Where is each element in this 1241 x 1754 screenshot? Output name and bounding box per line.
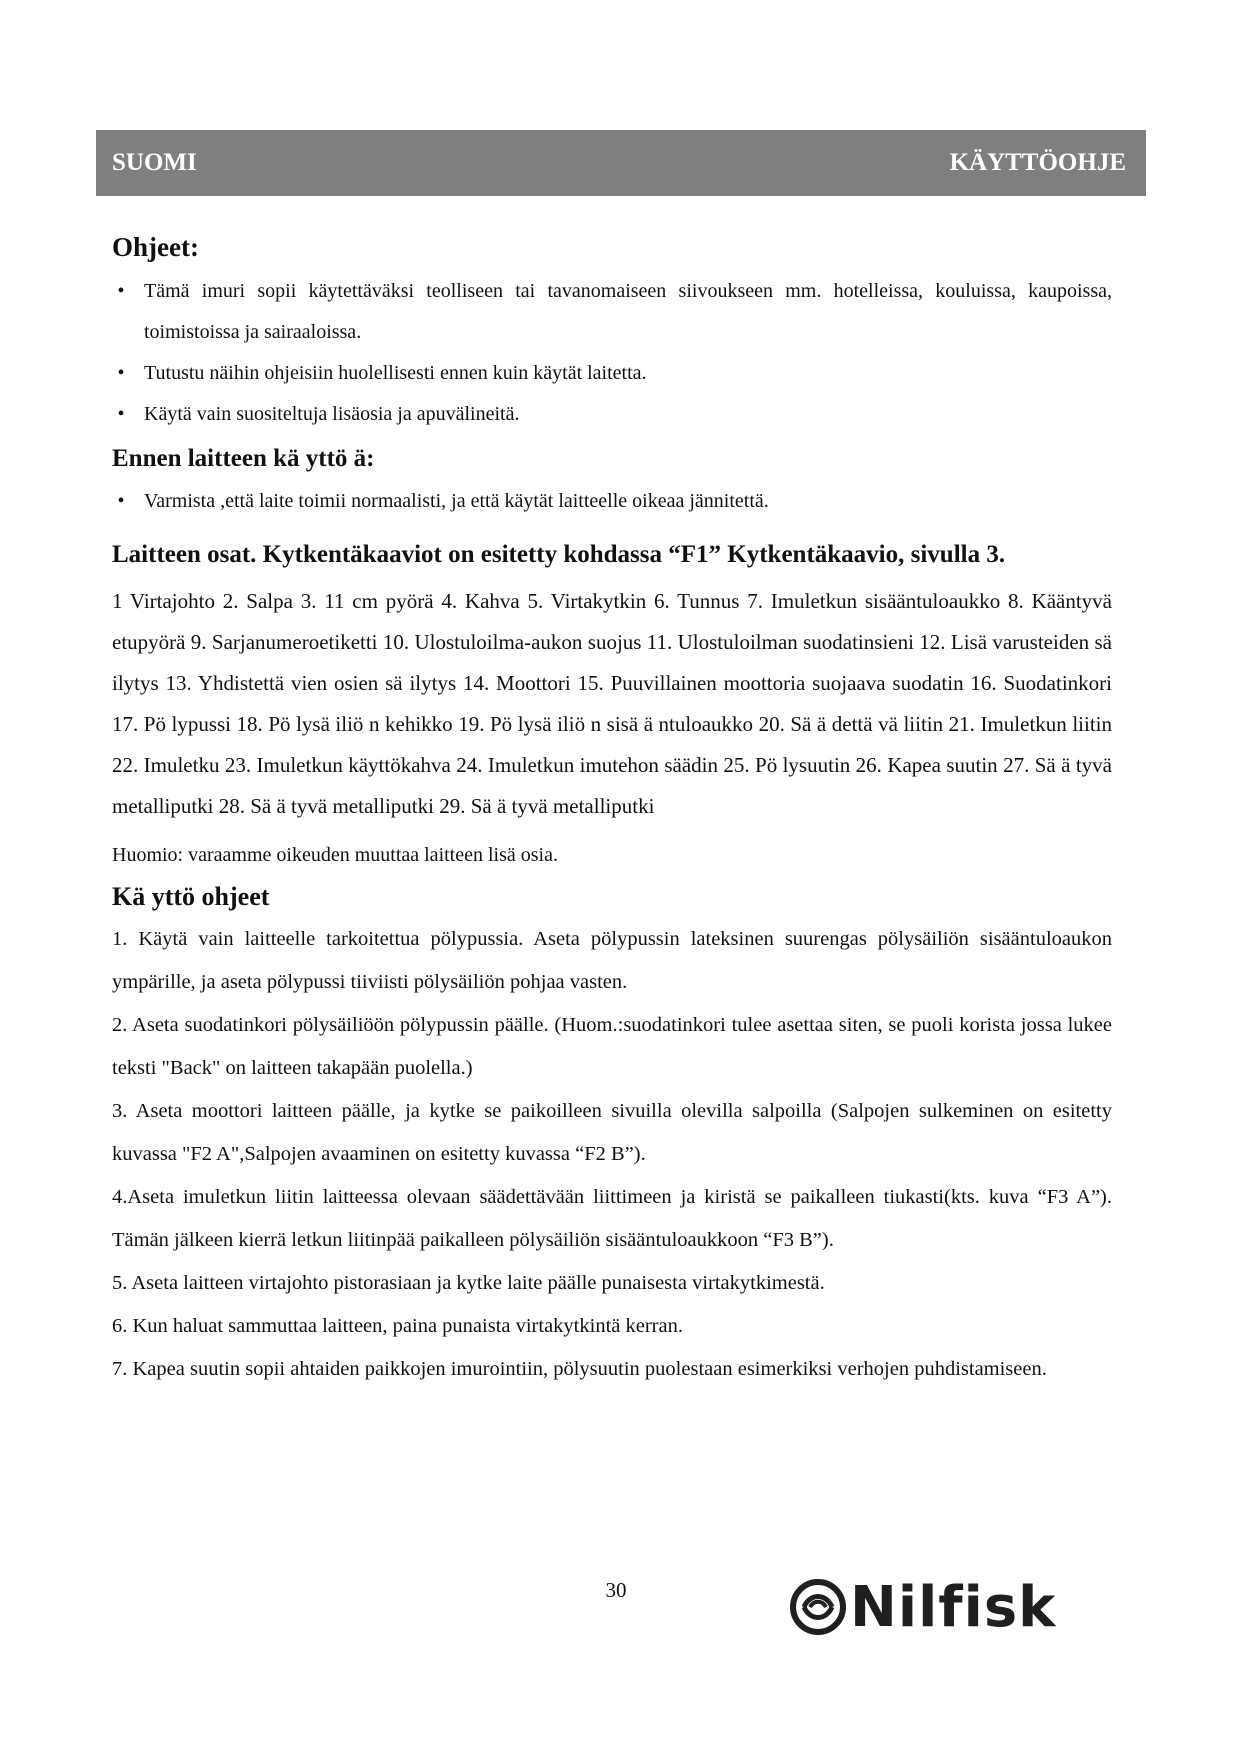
instructions-list [112, 271, 1112, 435]
parts-heading: Laitteen osat. Kytkentäkaaviot on esitetty kohdassa “F1” Kytkentäkaavio, sivulla 3. [112, 541, 1006, 568]
language-label: SUOMI [112, 149, 197, 176]
usage-steps [112, 918, 1112, 1391]
document-type-label: KÄYTTÖOHJE [949, 149, 1126, 176]
section-header-bar [96, 130, 1146, 196]
usage-step: 2. Aseta suodatinkori pölysäiliöön pölypussin päälle. (Huom.:suodatinkori tulee asettaa siten, se puoli korista jossa lukee teksti "Back" on laitteen takapään puolella.) [112, 1014, 1112, 1079]
list-item: • Tutustu näihin ohjeisiin huolellisesti ennen kuin käytät laitetta. [112, 353, 1112, 394]
parts-note: Huomio: varaamme oikeuden muuttaa laitteen lisä osia. [112, 844, 558, 866]
list-item: • Käytä vain suositeltuja lisäosia ja apuvälineitä. [112, 394, 1112, 435]
nilfisk-logo-icon [788, 1577, 848, 1637]
before-use-heading: Ennen laitteen kä yttö ä: [112, 445, 375, 472]
bullet-icon: • [117, 362, 125, 384]
page-number: 30 [605, 1578, 627, 1602]
bullet-icon: • [117, 280, 125, 302]
usage-heading: Kä yttö ohjeet [112, 882, 270, 911]
usage-step: 4.Aseta imuletkun liitin laitteessa olevaan säädettävään liittimeen ja kiristä se paikalleen tiukasti(kts. kuva “F3 A”). Tämän jälkeen kierrä letkun liitinpää paikalleen pölysäiliön sisääntuloaukkoon “F3 B”). [112, 1186, 1112, 1251]
before-use-list [112, 481, 1112, 522]
instructions-heading: Ohjeet: [112, 232, 199, 262]
list-item: • Varmista ,että laite toimii normaalisti, ja että käytät laitteelle oikeaa jännitettä. [112, 481, 1112, 522]
brand-logo [788, 1570, 1056, 1644]
usage-step: 3. Aseta moottori laitteen päälle, ja kytke se paikoilleen sivuilla olevilla salpoilla (Salpojen sulkeminen on esitetty kuvassa "F2 A",Salpojen avaaminen on esitetty kuvassa “F2 B”). [112, 1100, 1112, 1165]
brand-name: Nilfisk [850, 1574, 1057, 1640]
page-content [112, 230, 1112, 1391]
usage-step: 5. Aseta laitteen virtajohto pistorasiaan ja kytke laite päälle punaisesta virtakytkimestä. [112, 1272, 825, 1294]
usage-step: 6. Kun haluat sammuttaa laitteen, paina punaista virtakytkintä kerran. [112, 1315, 683, 1337]
bullet-icon: • [117, 490, 125, 512]
bullet-icon: • [117, 403, 125, 425]
list-item: • Tämä imuri sopii käytettäväksi teolliseen tai tavanomaiseen siivoukseen mm. hotelleissa, kouluissa, kaupoissa, toimistoissa ja sairaaloissa. [112, 271, 1112, 353]
usage-step: 1. Käytä vain laitteelle tarkoitettua pölypussia. Aseta pölypussin lateksinen suurengas pölysäiliön sisääntuloaukon ympärille, ja aseta pölypussi tiiviisti pölysäiliön pohjaa vasten. [112, 928, 1112, 993]
usage-step: 7. Kapea suutin sopii ahtaiden paikkojen imurointiin, pölysuutin puolestaan esimerkiksi verhojen puhdistamiseen. [112, 1358, 1047, 1380]
parts-list: 1 Virtajohto 2. Salpa 3. 11 cm pyörä 4. Kahva 5. Virtakytkin 6. Tunnus 7. Imuletkun sisääntuloaukko 8. Kääntyvä etupyörä 9. Sarjanumeroetiketti 10. Ulostuloilma-aukon suojus 11. Ulostuloilman suodatinsieni 12. Lisä varusteiden sä ilytys 13. Yhdistettä vien osien sä ilytys 14. Moottori 15. Puuvillainen moottoria suojaava suodatin 16. Suodatinkori 17. Pö lypussi 18. Pö lysä iliö n kehikko 19. Pö lysä iliö n sisä ä ntuloaukko 20. Sä ä dettä vä liitin 21. Imuletkun liitin 22. Imuletku 23. Imuletkun käyttökahva 24. Imuletkun imutehon säädin 25. Pö lysuutin 26. Kapea suutin 27. Sä ä tyvä metalliputki 28. Sä ä tyvä metalliputki 29. Sä ä tyvä metalliputki [112, 589, 1112, 818]
